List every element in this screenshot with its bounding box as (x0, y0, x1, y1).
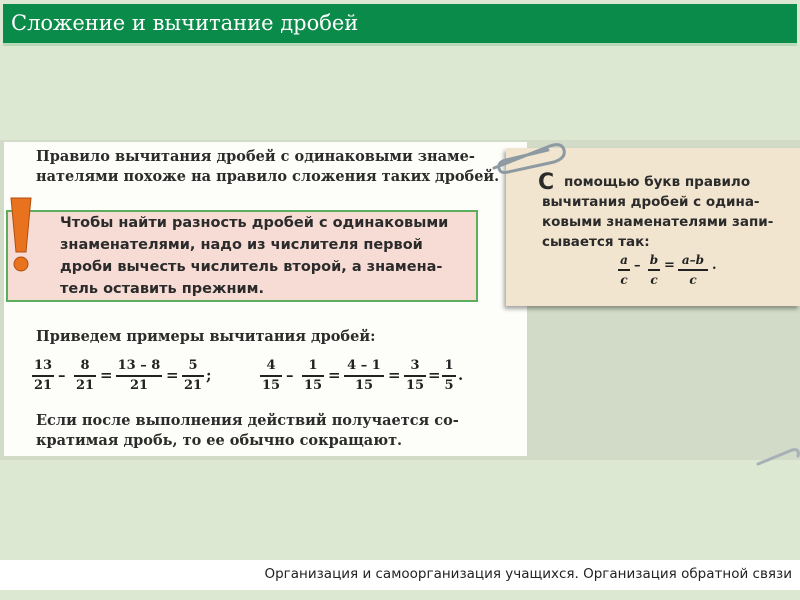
example1-frac4: 5 21 (183, 358, 203, 393)
example1-frac3: 13 – 8 21 (117, 358, 161, 393)
examples-heading: Приведем примеры вычитания дробей: (36, 328, 376, 345)
rule-line-2: знаменателями, надо из числителя первой (60, 237, 423, 253)
side-note-line-1: помощью букв правило (564, 174, 751, 190)
formula-minus: – (634, 258, 641, 273)
conclusion-line-2: кратимая дробь, то ее обычно сокращают. (36, 432, 403, 449)
slide-title: Сложение и вычитание дробей (11, 11, 359, 35)
rule-box (6, 210, 478, 302)
example2-frac3: 4 – 1 15 (344, 358, 384, 394)
example1-frac1: 13 21 (33, 358, 53, 393)
formula-eq: = (664, 258, 675, 273)
side-note-big-letter: С (538, 170, 555, 195)
formula-end: . (712, 258, 717, 273)
rule-line-1: Чтобы найти разность дробей с одинаковыми (60, 215, 449, 231)
paperclip-icon (488, 140, 568, 174)
footer-text: Организация и самоорганизация учащихся. Организация обратной связи (264, 566, 792, 582)
formula-frac3: a–b c (678, 252, 708, 288)
example2-frac2: 1 15 (303, 358, 323, 393)
side-note-line-2: вычитания дробей с одина- (542, 194, 760, 210)
paperclip-corner-icon (756, 446, 800, 466)
example2-end: . (458, 366, 464, 384)
footer-bar (0, 560, 800, 590)
intro-line-1: Правило вычитания дробей с одинаковыми знаме- (36, 148, 475, 165)
conclusion-line-1: Если после выполнения действий получается со- (36, 412, 459, 429)
formula-frac1: a c (618, 252, 630, 288)
footer-strip (0, 590, 800, 600)
example2-eq3: = (428, 366, 441, 384)
example2-eq1: = (328, 366, 341, 384)
example1-frac2: 8 21 (75, 358, 95, 393)
example1-end: ; (206, 366, 212, 384)
rule-line-4: тель оставить прежним. (60, 281, 264, 297)
example2-minus: – (286, 366, 294, 384)
side-note-line-4: сывается так: (542, 234, 650, 250)
example2-frac5: 1 5 (442, 358, 456, 394)
formula-frac2: b c (649, 253, 659, 287)
title-bar (3, 4, 797, 46)
example1-minus: – (58, 366, 66, 384)
intro-line-2: нателями похоже на правило сложения таких дробей. (36, 168, 500, 185)
example1-eq1: = (100, 366, 113, 384)
example1-eq2: = (166, 366, 179, 384)
example2-frac4: 3 15 (405, 358, 425, 393)
side-note-line-3: ковыми знаменателями запи- (542, 214, 774, 230)
example2-eq2: = (388, 366, 401, 384)
example2-frac1: 4 15 (261, 358, 281, 393)
rule-line-3: дроби вычесть числитель второй, а знамена- (60, 259, 443, 275)
exclamation-icon (8, 196, 34, 276)
